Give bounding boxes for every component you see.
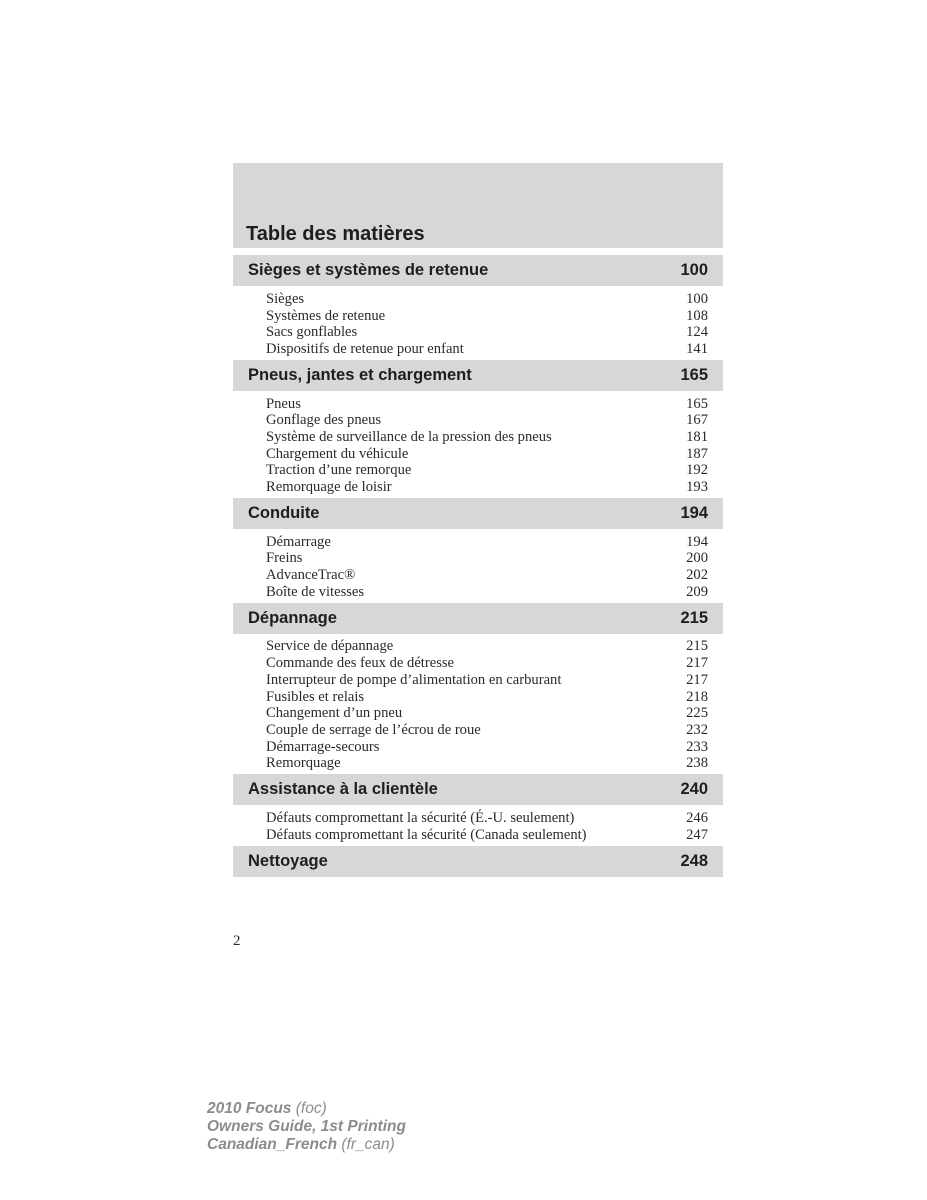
toc-section-page: 194 xyxy=(680,503,708,522)
toc-item[interactable] xyxy=(233,567,723,584)
toc-item[interactable] xyxy=(233,705,723,722)
toc-item[interactable] xyxy=(233,479,723,496)
toc-item[interactable] xyxy=(233,341,723,358)
toc-item-label: Service de dépannage xyxy=(266,638,394,655)
toc-section-heading[interactable] xyxy=(233,603,723,634)
toc-item[interactable] xyxy=(233,639,723,656)
toc-item[interactable] xyxy=(233,584,723,601)
toc-section-heading[interactable] xyxy=(233,498,723,529)
toc-item[interactable] xyxy=(233,412,723,429)
toc-item-label: AdvanceTrac® xyxy=(266,567,356,584)
toc-item[interactable] xyxy=(233,551,723,568)
toc-item[interactable] xyxy=(233,739,723,756)
toc-section-title: Conduite xyxy=(248,503,320,522)
toc-item-label: Sièges xyxy=(266,290,305,307)
footer-line-1 xyxy=(207,1100,406,1118)
toc-item-list xyxy=(233,529,723,603)
toc-item-page: 238 xyxy=(686,755,708,772)
toc-item[interactable] xyxy=(233,722,723,739)
toc-item-label: Remorquage xyxy=(266,755,341,772)
toc-section-page: 100 xyxy=(680,261,708,279)
toc-item[interactable] xyxy=(233,827,723,844)
toc-item-page: 124 xyxy=(686,324,708,341)
toc-item-page: 247 xyxy=(686,826,708,843)
toc-item-list xyxy=(233,634,723,775)
footer-language-code: (fr_can) xyxy=(341,1136,395,1153)
toc-item-page: 108 xyxy=(686,307,708,324)
toc-item[interactable] xyxy=(233,308,723,325)
toc-item-page: 246 xyxy=(686,809,708,826)
toc-item[interactable] xyxy=(233,463,723,480)
toc-item-page: 209 xyxy=(686,583,708,600)
toc-item[interactable] xyxy=(233,446,723,463)
toc-item-label: Fusibles et relais xyxy=(266,688,365,705)
toc-section-heading[interactable] xyxy=(233,846,723,877)
toc-item-label: Changement d’un pneu xyxy=(266,705,403,722)
toc-item-page: 192 xyxy=(686,462,708,479)
toc-item-label: Chargement du véhicule xyxy=(266,445,409,462)
toc-item-label: Remorquage de loisir xyxy=(266,479,392,496)
toc-item-page: 100 xyxy=(686,290,708,307)
toc-item[interactable] xyxy=(233,755,723,772)
toc-item-page: 193 xyxy=(686,479,708,496)
toc-item-label: Systèmes de retenue xyxy=(266,307,386,324)
toc-item-page: 215 xyxy=(686,638,708,655)
toc-item-list xyxy=(233,805,723,845)
toc-item-page: 200 xyxy=(686,550,708,567)
toc-item-page: 218 xyxy=(686,688,708,705)
footer-language: Canadian_French xyxy=(207,1136,338,1153)
toc-item-list xyxy=(233,391,723,498)
toc-item-label: Dispositifs de retenue pour enfant xyxy=(266,340,464,357)
toc-item-label: Traction d’une remorque xyxy=(266,462,412,479)
toc-item-label: Boîte de vitesses xyxy=(266,583,365,600)
toc-item[interactable] xyxy=(233,429,723,446)
toc-section-page: 215 xyxy=(680,608,708,627)
toc-section-page: 165 xyxy=(680,365,708,384)
toc-item-label: Interrupteur de pompe d’alimentation en carburant xyxy=(266,671,562,688)
toc-section-title: Nettoyage xyxy=(248,851,328,870)
toc-item-page: 194 xyxy=(686,533,708,550)
toc-item-page: 165 xyxy=(686,395,708,412)
toc-item-page: 217 xyxy=(686,655,708,672)
page-number: 2 xyxy=(233,933,241,949)
toc-section-title: Pneus, jantes et chargement xyxy=(248,365,472,384)
toc-item-label: Freins xyxy=(266,550,303,567)
toc-section-title: Dépannage xyxy=(248,608,337,627)
toc-item-label: Défauts compromettant la sécurité (É.-U. seulement) xyxy=(266,809,575,826)
page-title: Table des matières xyxy=(246,223,425,245)
toc-item[interactable] xyxy=(233,324,723,341)
footer-line-3 xyxy=(207,1136,406,1154)
toc-item-label: Commande des feux de détresse xyxy=(266,655,455,672)
toc-item-label: Sacs gonflables xyxy=(266,324,358,341)
toc-item-label: Démarrage-secours xyxy=(266,738,380,755)
toc-item-label: Système de surveillance de la pression des pneus xyxy=(266,428,552,445)
toc-item-page: 232 xyxy=(686,721,708,738)
footer-line-2: Owners Guide, 1st Printing xyxy=(207,1118,406,1135)
toc-section-title: Sièges et systèmes de retenue xyxy=(248,261,489,279)
toc-section-heading[interactable] xyxy=(233,774,723,805)
toc-item[interactable] xyxy=(233,689,723,706)
footer-model: 2010 Focus xyxy=(207,1100,292,1117)
toc-item-page: 181 xyxy=(686,428,708,445)
toc-item-page: 217 xyxy=(686,671,708,688)
toc-item-page: 233 xyxy=(686,738,708,755)
toc-item[interactable] xyxy=(233,810,723,827)
toc-section-heading[interactable] xyxy=(233,255,723,286)
toc-item[interactable] xyxy=(233,291,723,308)
toc-item-page: 167 xyxy=(686,412,708,429)
toc-item[interactable] xyxy=(233,396,723,413)
toc-item-page: 202 xyxy=(686,567,708,584)
toc-item-page: 187 xyxy=(686,445,708,462)
footer-model-code: (foc) xyxy=(295,1100,327,1117)
toc-item-label: Gonflage des pneus xyxy=(266,412,382,429)
toc-item-label: Couple de serrage de l’écrou de roue xyxy=(266,721,481,738)
toc-item-label: Pneus xyxy=(266,395,301,412)
print-footer xyxy=(207,1100,406,1154)
toc-item-list xyxy=(233,286,723,360)
toc-section-page: 240 xyxy=(680,780,708,799)
toc-section-title: Assistance à la clientèle xyxy=(248,780,438,799)
toc-section-page: 248 xyxy=(680,851,708,870)
toc-item[interactable] xyxy=(233,672,723,689)
toc-item-label: Défauts compromettant la sécurité (Canada seulement) xyxy=(266,826,587,843)
title-block xyxy=(233,163,723,248)
toc-item-label: Démarrage xyxy=(266,533,331,550)
toc-item[interactable] xyxy=(233,655,723,672)
toc-item-page: 225 xyxy=(686,705,708,722)
table-of-contents xyxy=(233,255,723,877)
toc-item[interactable] xyxy=(233,534,723,551)
toc-section-heading[interactable] xyxy=(233,360,723,391)
toc-item-page: 141 xyxy=(686,340,708,357)
